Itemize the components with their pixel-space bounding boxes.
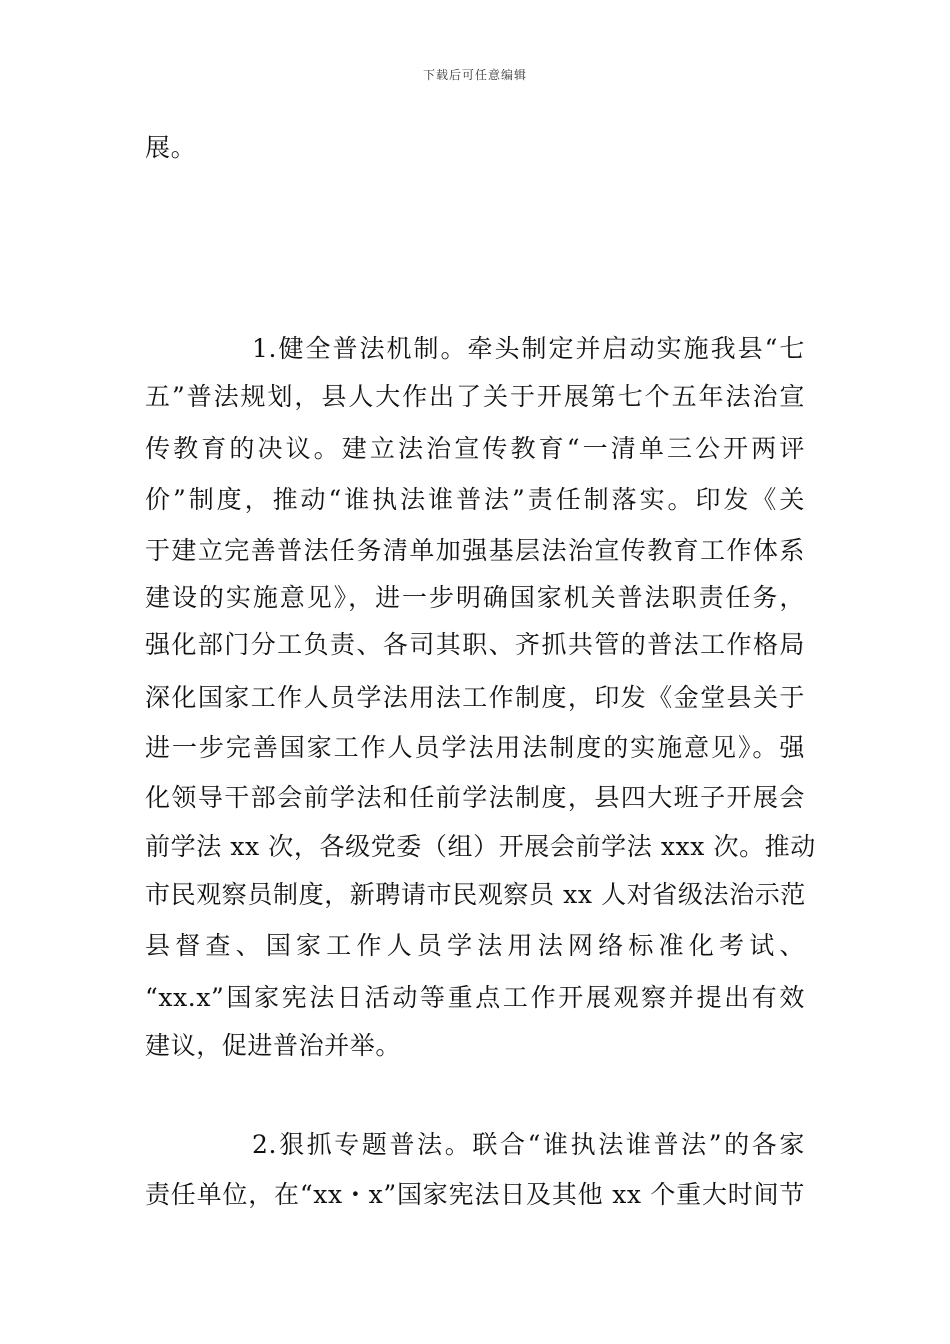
text-line: 进一步完善国家工作人员学法用法制度的实施意见》。强 xyxy=(145,733,805,762)
text-line: 强化部门分工负责、各司其职、齐抓共管的普法工作格局 xyxy=(145,630,805,659)
text-line: 1.健全普法机制。牵头制定并启动实施我县“七 xyxy=(252,334,805,363)
text-line: 传教育的决议。建立法治宣传教育“一清单三公开两评 xyxy=(145,434,805,463)
text-line: 前学法 xx 次，各级党委（组）开展会前学法 xxx 次。推动 xyxy=(145,832,816,861)
text-line: 市民观察员制度，新聘请市民观察员 xx 人对省级法治示范 xyxy=(145,880,806,909)
text-line: 于建立完善普法任务清单加强基层法治宣传教育工作体系 xyxy=(145,536,805,565)
text-line: 2.狠抓专题普法。联合“谁执法谁普法”的各家 xyxy=(252,1130,805,1159)
text-line: 五”普法规划，县人大作出了关于开展第七个五年法治宣 xyxy=(145,382,805,411)
text-line: 展。 xyxy=(145,133,197,162)
text-line: 建设的实施意见》，进一步明确国家机关普法职责任务， xyxy=(145,583,805,612)
text-line: 建议，促进普治并举。 xyxy=(145,1031,402,1060)
text-line: 县督查、国家工作人员学法用法网络标准化考试、 xyxy=(145,931,805,960)
text-line: 深化国家工作人员学法用法工作制度，印发《金堂县关于 xyxy=(145,683,805,712)
text-line: 责任单位，在“xx・x”国家宪法日及其他 xx 个重大时间节 xyxy=(145,1180,805,1209)
text-line: “xx.x”国家宪法日活动等重点工作开展观察并提出有效 xyxy=(145,983,805,1012)
download-note: 下载后可任意编辑 xyxy=(422,68,527,82)
text-line: 价”制度，推动“谁执法谁普法”责任制落实。印发《关 xyxy=(145,485,805,514)
text-line: 化领导干部会前学法和任前学法制度，县四大班子开展会 xyxy=(145,783,805,812)
